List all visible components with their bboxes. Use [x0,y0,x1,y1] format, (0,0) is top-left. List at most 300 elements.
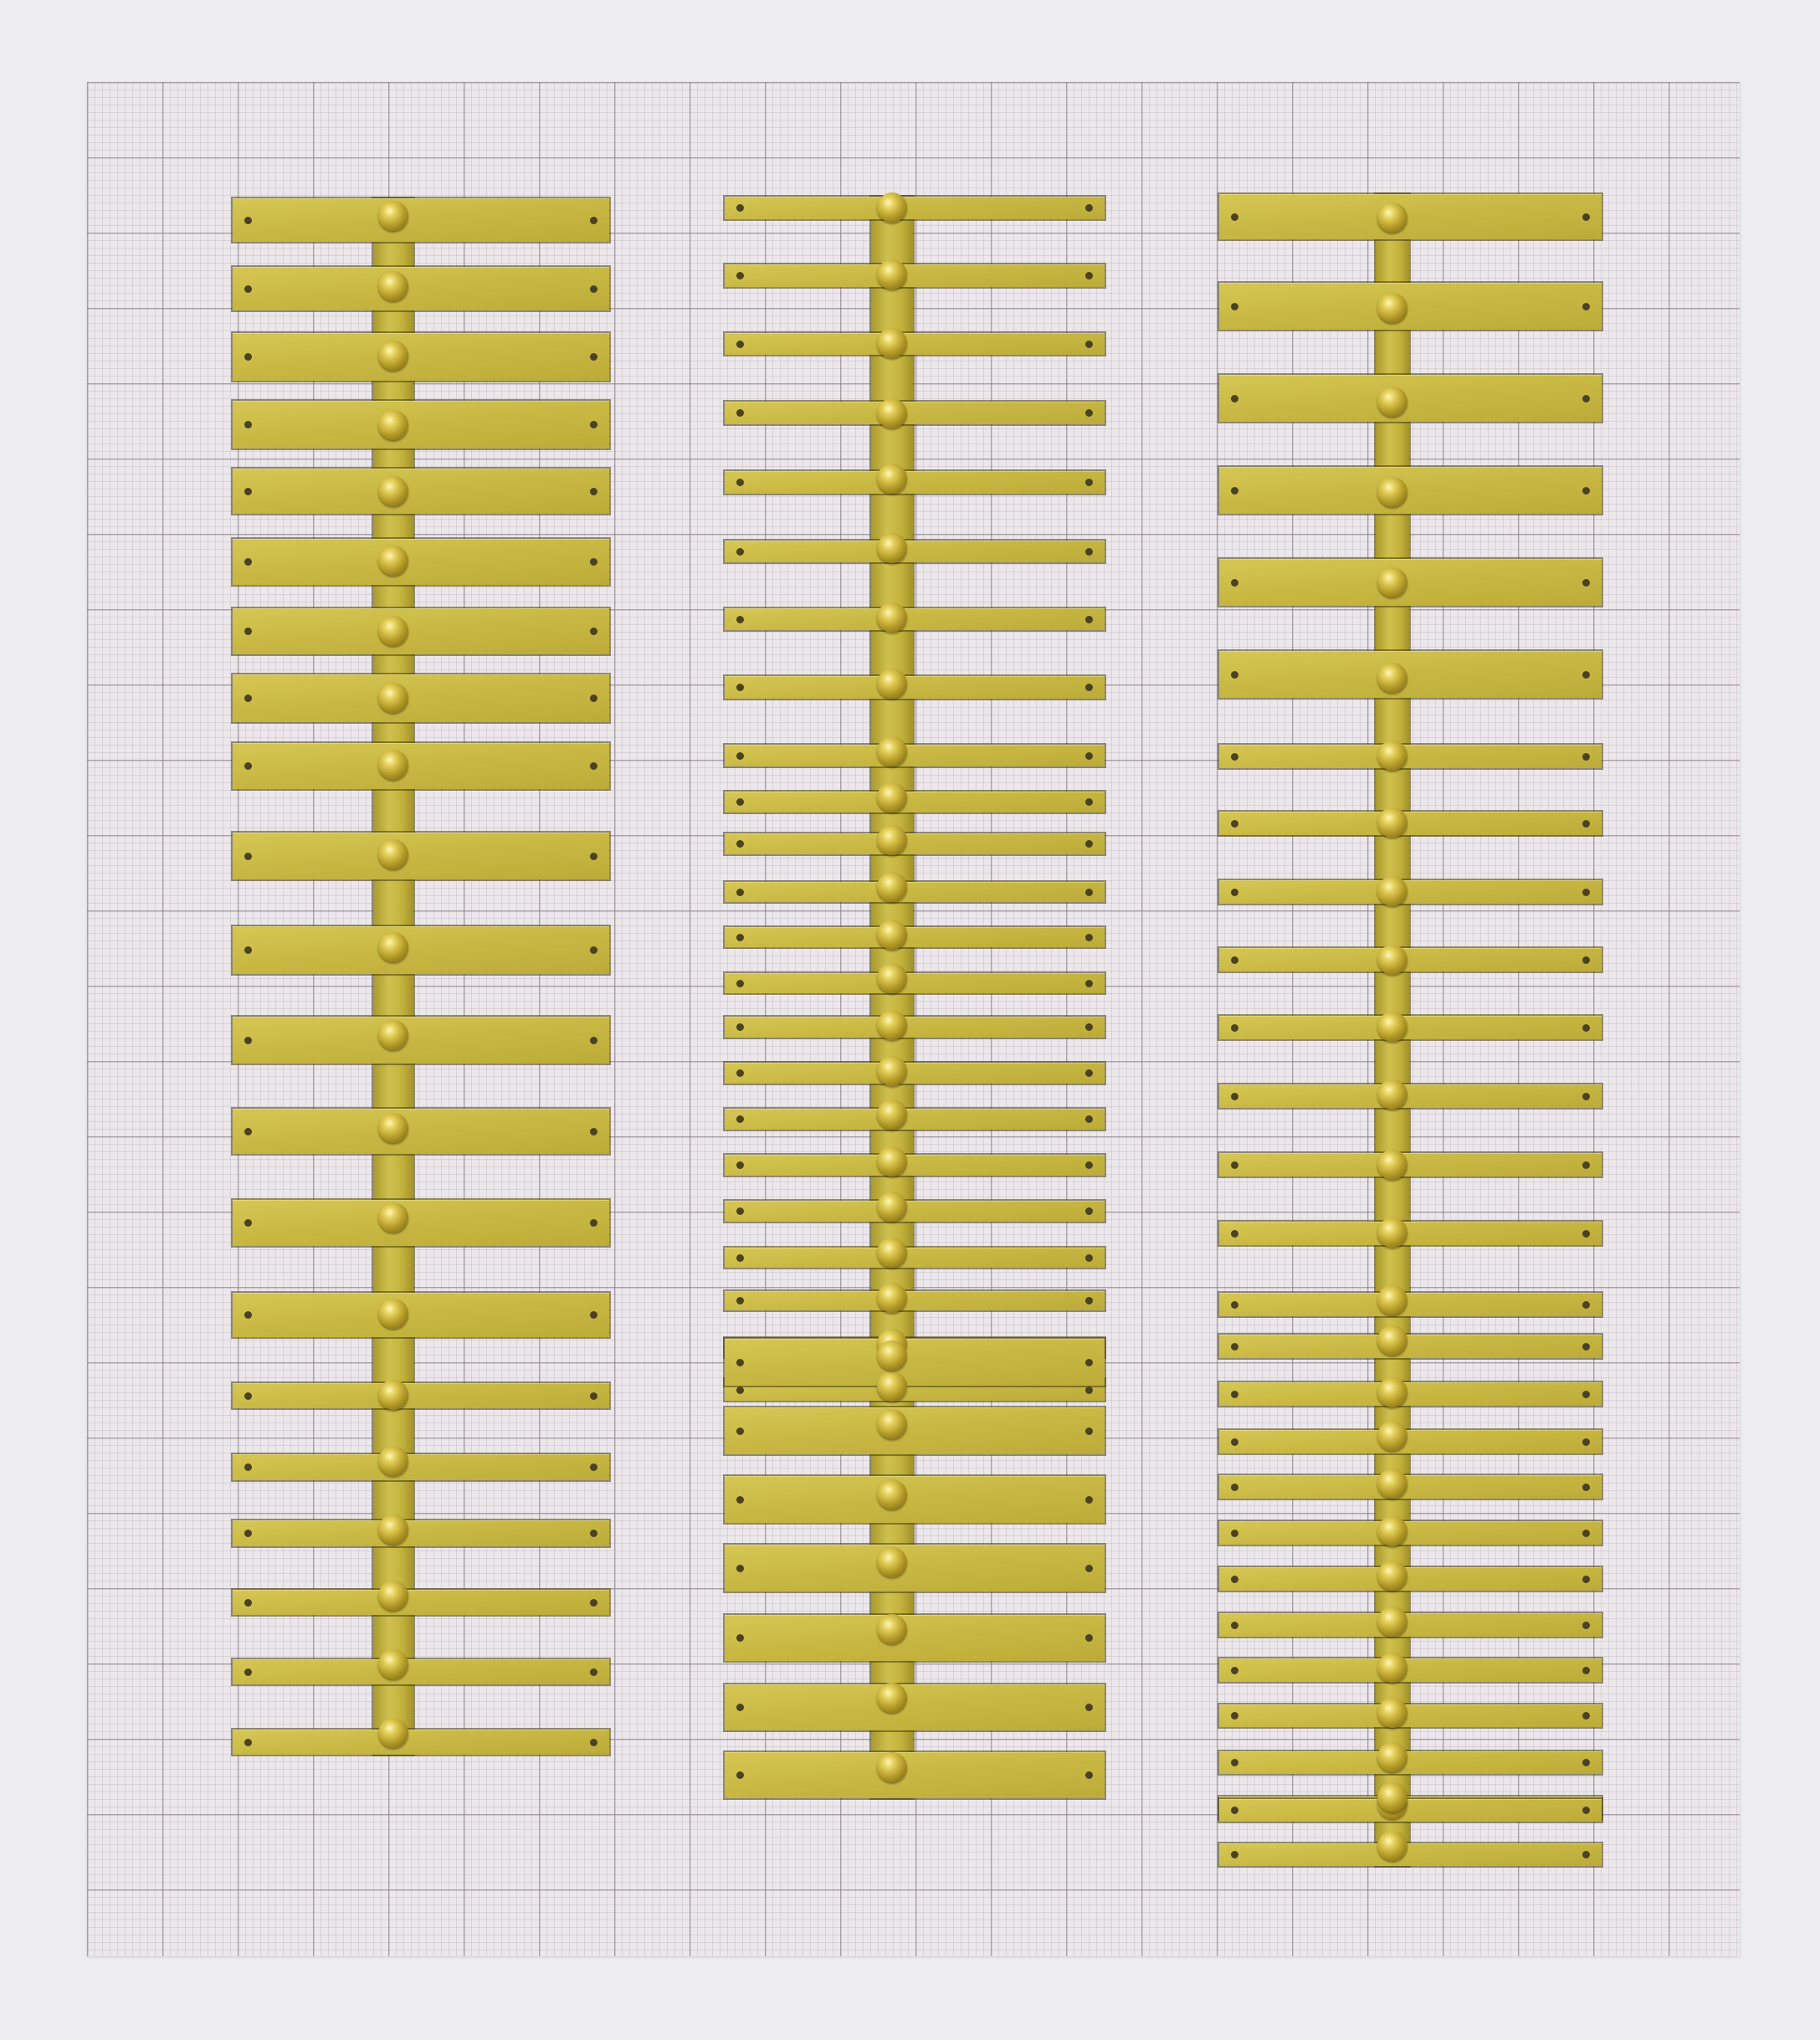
rivet-hole [1231,889,1238,896]
brass-stud [877,398,907,428]
brass-tine [1219,1430,1602,1453]
brass-stud [877,1683,907,1713]
brass-tine [233,469,609,514]
rivet-hole [244,1668,252,1676]
rivet-hole [590,946,597,954]
brass-stud [1377,387,1407,417]
brass-stud [877,1479,907,1509]
brass-tine [233,1017,609,1064]
rivet-hole [736,1161,744,1169]
brass-stud [378,1649,408,1679]
brass-stud [877,669,907,699]
brass-stud [877,192,907,223]
brass-tine [725,745,1105,766]
brass-tine [1219,651,1602,698]
brass-tine [725,973,1105,993]
rivet-hole [1582,753,1590,761]
rivet-hole [1231,1024,1238,1032]
brass-tine [1219,1084,1602,1108]
rivet-hole [244,488,252,495]
rivet-hole [1231,1438,1238,1446]
rivet-hole [1231,579,1238,587]
brass-stud [1377,1698,1407,1728]
rivet-hole [736,1386,744,1394]
brass-tine [725,1248,1105,1268]
brass-tine [725,197,1105,219]
brass-stud [378,932,408,962]
rivet-hole [1582,1438,1590,1446]
rivet-hole [244,762,252,770]
rivet-hole [1085,1634,1093,1642]
brass-stud [378,1718,408,1748]
rivet-hole [1085,1359,1093,1366]
brass-stud [1377,1012,1407,1042]
brass-tine [233,198,609,242]
brass-tine [725,471,1105,494]
rivet-hole [1085,1254,1093,1262]
brass-tine [1219,1016,1602,1039]
rivet-hole [1085,341,1093,348]
brass-tine [233,1383,609,1408]
brass-stud [877,1010,907,1040]
brass-stud [1377,1742,1407,1772]
brass-stud [1377,1217,1407,1248]
rivet-hole [1231,303,1238,310]
brass-tine [1219,1751,1602,1774]
brass-stud [877,602,907,633]
rivet-hole [590,1668,597,1676]
rivet-hole [1582,820,1590,828]
rivet-hole [736,1359,744,1366]
rivet-hole [1085,752,1093,760]
rivet-hole [590,1463,597,1471]
brass-tine [1219,1704,1602,1727]
rivet-hole [1085,889,1093,896]
rivet-hole [736,1115,744,1123]
rivet-hole [590,762,597,770]
rivet-hole [1231,395,1238,402]
rivet-hole [1231,213,1238,221]
rivet-hole [736,798,744,806]
brass-stud [378,1020,408,1050]
brass-stud [378,750,408,780]
rivet-hole [736,840,744,848]
brass-stud [378,410,408,440]
rivet-hole [1582,1759,1590,1766]
brass-stud [877,1614,907,1644]
brass-stud [378,201,408,231]
brass-tine [233,539,609,585]
brass-stud [877,1238,907,1268]
rivet-hole [244,853,252,860]
brass-tine [725,1155,1105,1176]
brass-stud [378,1446,408,1476]
brass-tine [233,267,609,310]
rivet-hole [1582,671,1590,679]
rivet-hole [1582,1576,1590,1583]
brass-stud [378,1202,408,1233]
brass-tine [725,402,1105,424]
brass-stud [1377,477,1407,507]
brass-tine [233,674,609,722]
brass-tine [1219,467,1602,514]
brass-stud [877,963,907,993]
rivet-hole [590,1128,597,1135]
rivet-hole [1582,1024,1590,1032]
rivet-hole [1231,1343,1238,1351]
brass-tine [1219,745,1602,768]
rivet-hole [1085,1207,1093,1215]
rivet-hole [244,695,252,702]
rivet-hole [736,616,744,623]
brass-tine [1219,1658,1602,1682]
rivet-hole [736,889,744,896]
rivet-hole [1085,548,1093,556]
rivet-hole [244,1392,252,1400]
brass-tine [1219,812,1602,835]
rivet-hole [736,1207,744,1215]
brass-tine [233,1200,609,1246]
brass-stud [1377,1607,1407,1637]
rivet-hole [244,1037,252,1044]
brass-stud [1377,1079,1407,1110]
rivet-hole [1231,1161,1238,1169]
rivet-hole [244,1463,252,1471]
brass-stud [378,1581,408,1611]
brass-stud [1377,807,1407,838]
rivet-hole [1085,934,1093,941]
rivet-hole [1582,1530,1590,1537]
brass-tine [233,608,609,654]
brass-tine [725,264,1105,287]
brass-tine [1219,1843,1602,1866]
rivet-hole [1085,798,1093,806]
brass-stud [1377,663,1407,693]
brass-tine [725,927,1105,947]
rivet-hole [244,558,252,566]
brass-tine [1219,1613,1602,1637]
brass-tine [1219,559,1602,606]
rivet-hole [590,285,597,293]
brass-tine [725,1291,1105,1310]
rivet-hole [736,934,744,941]
brass-stud [1377,1421,1407,1451]
right-brass-comb [1219,194,1602,1866]
rivet-hole [736,1771,744,1779]
rivet-hole [1231,1576,1238,1583]
rivet-hole [1085,1771,1093,1779]
rivet-hole [1231,1530,1238,1537]
brass-stud [877,533,907,563]
brass-tine [725,541,1105,562]
brass-tine [725,676,1105,699]
rivet-hole [1085,980,1093,987]
brass-tine [725,333,1105,355]
brass-tine [725,833,1105,854]
brass-stud [1377,1377,1407,1407]
brass-tine [233,743,609,789]
brass-tine [1219,1293,1602,1316]
rivet-hole [1231,1093,1238,1100]
brass-stud [877,328,907,358]
rivet-hole [1582,1484,1590,1491]
brass-stud [877,1752,907,1782]
rivet-hole [1085,1297,1093,1304]
brass-tine [1219,1222,1602,1245]
rivet-hole [244,217,252,224]
rivet-hole [1085,479,1093,486]
brass-tine [1219,1153,1602,1176]
brass-tine [725,1201,1105,1222]
brass-stud [1377,1831,1407,1861]
brass-tine [1219,375,1602,422]
rivet-hole [1582,1851,1590,1858]
rivet-hole [244,353,252,361]
brass-tine [725,1615,1105,1661]
rivet-hole [590,217,597,224]
rivet-hole [244,1599,252,1607]
brass-tine [1219,1475,1602,1499]
rivet-hole [590,1392,597,1400]
brass-tine [1219,948,1602,971]
brass-stud [877,736,907,766]
brass-tine [725,608,1105,630]
rivet-hole [590,695,597,702]
rivet-hole [590,558,597,566]
rivet-hole [736,1297,744,1304]
rivet-hole [244,1530,252,1537]
rivet-hole [1582,1807,1590,1814]
rivet-hole [736,1069,744,1077]
rivet-hole [244,1219,252,1227]
rivet-hole [1582,303,1590,310]
rivet-hole [736,272,744,279]
brass-stud [1377,1561,1407,1591]
brass-stud [877,259,907,290]
rivet-hole [244,421,252,428]
brass-stud [877,825,907,855]
brass-stud [877,872,907,902]
left-brass-comb [233,198,609,1755]
brass-stud [877,1192,907,1222]
brass-tine [1219,283,1602,330]
rivet-hole [1085,1386,1093,1394]
rivet-hole [590,353,597,361]
rivet-hole [1085,1161,1093,1169]
brass-tine [1219,1799,1602,1822]
rivet-hole [244,628,252,635]
brass-tine [233,1730,609,1755]
rivet-hole [590,1311,597,1319]
brass-tine [233,833,609,879]
rivet-hole [736,1023,744,1031]
brass-stud [378,1380,408,1410]
rivet-hole [590,1599,597,1607]
brass-tine [1219,1335,1602,1358]
brass-stud [378,1113,408,1143]
rivet-hole [1231,1301,1238,1309]
rivet-hole [1085,1565,1093,1572]
rivet-hole [736,341,744,348]
rivet-hole [590,488,597,495]
rivet-hole [1231,487,1238,495]
brass-tine [233,1520,609,1546]
brass-stud [378,839,408,869]
rivet-hole [1582,889,1590,896]
rivet-hole [1231,1851,1238,1858]
brass-stud [378,341,408,371]
brass-stud [378,683,408,713]
rivet-hole [1085,684,1093,691]
rivet-hole [1582,395,1590,402]
rivet-hole [1582,1343,1590,1351]
rivet-hole [1582,487,1590,495]
brass-tine [233,1454,609,1480]
brass-stud [1377,1653,1407,1683]
rivet-hole [1582,1667,1590,1674]
brass-stud [877,1340,907,1371]
brass-tine [725,1684,1105,1730]
brass-stud [877,920,907,950]
rivet-hole [736,1254,744,1262]
rivet-hole [244,946,252,954]
brass-stud [378,1515,408,1545]
rivet-hole [1231,1807,1238,1814]
rivet-hole [1085,1496,1093,1504]
rivet-hole [736,479,744,486]
brass-stud [1377,1325,1407,1356]
brass-tine [233,1659,609,1684]
brass-tine [725,1063,1105,1084]
brass-tine [1219,880,1602,904]
brass-stud [877,1371,907,1402]
rivet-hole [736,409,744,417]
brass-stud [1377,202,1407,233]
rivet-hole [590,1739,597,1746]
rivet-hole [244,285,252,293]
brass-stud [1377,945,1407,975]
brass-stud [1377,567,1407,597]
brass-tine [725,1545,1105,1592]
rivet-hole [1582,213,1590,221]
brass-stud [877,1409,907,1439]
rivet-hole [736,980,744,987]
brass-stud [378,616,408,646]
rivet-hole [1085,1704,1093,1711]
rivet-hole [590,1530,597,1537]
brass-stud [1377,1285,1407,1315]
brass-tine [725,1407,1105,1454]
brass-tine [725,1476,1105,1523]
brass-tine [725,1017,1105,1038]
rivet-hole [590,1037,597,1044]
rivet-hole [1582,1712,1590,1720]
rivet-hole [1231,1712,1238,1720]
rivet-hole [1231,671,1238,679]
rivet-hole [1231,1230,1238,1238]
brass-stud [1377,1782,1407,1812]
brass-tine [725,1339,1105,1386]
rivet-hole [1085,1069,1093,1077]
brass-stud [378,476,408,506]
rivet-hole [1231,1391,1238,1398]
rivet-hole [1231,820,1238,828]
rivet-hole [736,204,744,212]
graph-paper-background [87,82,1740,1956]
rivet-hole [590,853,597,860]
brass-stud [1377,1516,1407,1546]
brass-tine [725,882,1105,902]
brass-tine [725,792,1105,812]
middle-brass-comb [725,197,1105,1798]
rivet-hole [1231,1759,1238,1766]
rivet-hole [1582,1301,1590,1309]
brass-tine [1219,1382,1602,1406]
brass-stud [1377,741,1407,771]
brass-tine [233,926,609,974]
rivet-hole [590,421,597,428]
rivet-hole [1085,616,1093,623]
rivet-hole [1231,956,1238,964]
brass-stud [1377,1468,1407,1499]
rivet-hole [1085,1023,1093,1031]
rivet-hole [736,684,744,691]
rivet-hole [1085,204,1093,212]
rivet-hole [590,628,597,635]
rivet-hole [1582,1622,1590,1629]
rivet-hole [1582,1391,1590,1398]
brass-tine [1219,194,1602,239]
rivet-hole [1085,409,1093,417]
rivet-hole [1231,753,1238,761]
brass-tine [725,1752,1105,1798]
rivet-hole [736,752,744,760]
rivet-hole [736,1565,744,1572]
brass-tine [725,1109,1105,1130]
rivet-hole [736,1496,744,1504]
brass-stud [877,464,907,494]
brass-stud [877,1146,907,1176]
rivet-hole [1582,1093,1590,1100]
brass-stud [877,1099,907,1130]
brass-tine [233,333,609,381]
rivet-hole [1085,1115,1093,1123]
brass-tine [1219,1567,1602,1591]
brass-stud [1377,1150,1407,1180]
rivet-hole [1231,1622,1238,1629]
brass-stud [378,1299,408,1329]
brass-stud [378,546,408,576]
rivet-hole [736,1704,744,1711]
rivet-hole [1085,840,1093,848]
rivet-hole [244,1739,252,1746]
brass-stud [877,782,907,812]
brass-stud [877,1283,907,1313]
rivet-hole [1582,1230,1590,1238]
rivet-hole [1231,1667,1238,1674]
brass-stud [877,1056,907,1086]
rivet-hole [244,1311,252,1319]
rivet-hole [1582,1161,1590,1169]
rivet-hole [736,1634,744,1642]
rivet-hole [1582,579,1590,587]
rivet-hole [590,1219,597,1227]
brass-tine [233,1109,609,1154]
brass-stud [877,1547,907,1577]
rivet-hole [1085,272,1093,279]
brass-stud [378,271,408,301]
brass-tine [233,1590,609,1615]
